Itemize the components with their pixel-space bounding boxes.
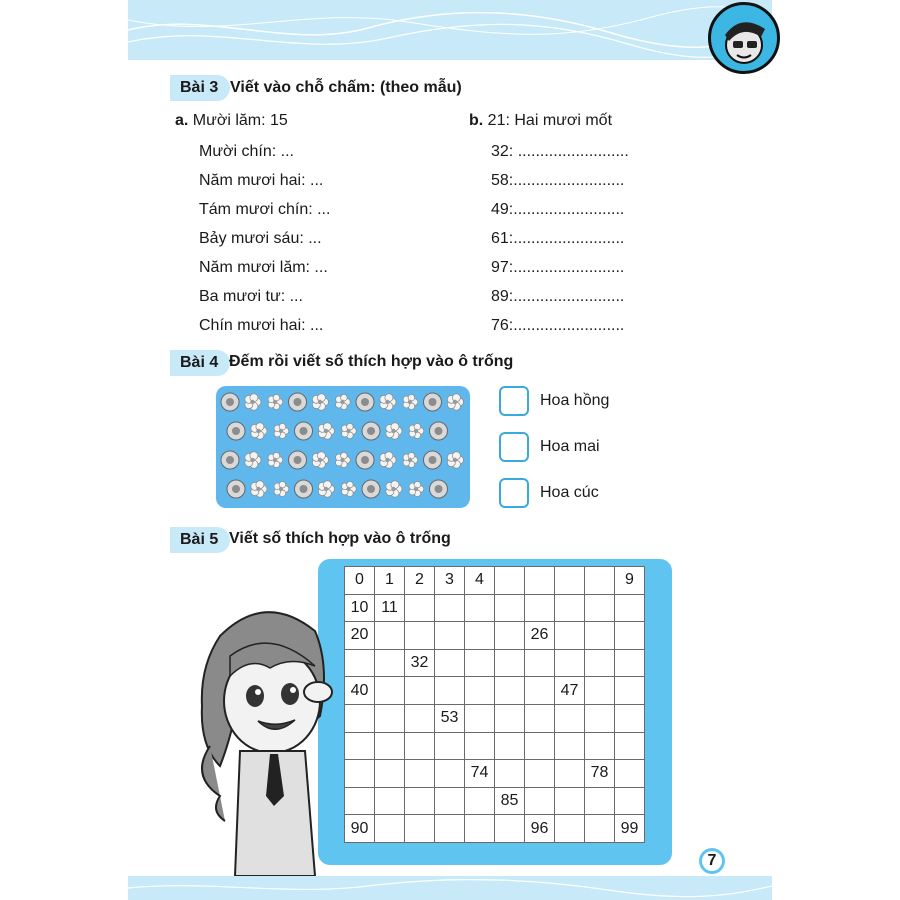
grid-cell: 0 [345,567,375,595]
bai3-a-item: Ba mươi tư: ... [199,288,303,305]
grid-cell[interactable] [555,815,585,843]
flower [447,394,463,411]
grid-cell[interactable] [375,787,405,815]
flower [227,422,245,440]
flower [424,451,442,469]
grid-cell[interactable] [405,704,435,732]
bai3-b-item[interactable]: 76:......................... [491,317,625,334]
bai3-b-item[interactable]: 49:......................... [491,201,625,218]
flower [245,394,261,411]
grid-cell[interactable] [585,649,615,677]
grid-cell[interactable] [435,815,465,843]
flower [356,451,374,469]
flower [312,394,328,411]
grid-cell[interactable] [525,594,555,622]
grid-cell: 53 [435,704,465,732]
grid-cell[interactable] [495,815,525,843]
bai3-b-item[interactable]: 61:......................... [491,230,625,247]
flower [386,423,402,440]
grid-cell[interactable] [375,704,405,732]
flower [221,393,239,411]
grid-cell[interactable] [375,732,405,760]
grid-cell[interactable] [435,787,465,815]
grid-cell: 74 [465,760,495,788]
grid-cell[interactable] [465,704,495,732]
grid-cell[interactable] [465,815,495,843]
grid-cell[interactable] [435,594,465,622]
flower [409,481,424,496]
grid-cell[interactable] [585,787,615,815]
bai3-b-item[interactable]: 97:......................... [491,259,625,276]
flower [318,423,334,440]
grid-cell[interactable] [555,732,585,760]
grid-cell[interactable] [615,622,645,650]
flower [274,423,289,438]
grid-row [345,649,645,677]
flower [268,394,283,409]
grid-cell[interactable] [555,760,585,788]
flower [312,452,328,469]
grid-cell[interactable] [435,732,465,760]
bai3-b-item[interactable]: 89:......................... [491,288,625,305]
page-number: 7 [707,852,717,869]
grid-cell[interactable] [555,649,585,677]
grid-row [345,732,645,760]
grid-cell: 96 [525,815,555,843]
grid-cell[interactable] [375,815,405,843]
grid-cell[interactable] [525,787,555,815]
flower [268,452,283,467]
grid-cell[interactable] [405,732,435,760]
flower [227,480,245,498]
header-band [128,0,772,60]
grid-cell[interactable] [465,787,495,815]
flower [424,393,442,411]
flower [380,452,396,469]
grid-row [345,760,645,788]
bai3-a-item: Tám mươi chín: ... [199,201,331,218]
flowers-picture [216,386,470,508]
bai3-b-example: 21: Hai mươi mốt [487,112,613,129]
grid-cell: 26 [525,622,555,650]
grid-cell[interactable] [615,760,645,788]
grid-cell: 3 [435,567,465,595]
grid-cell[interactable] [405,815,435,843]
grid-cell[interactable] [375,622,405,650]
flower [356,393,374,411]
count-label-hoa-hong: Hoa hồng [540,392,610,409]
wave-decoration [128,0,772,60]
count-label-hoa-cuc: Hoa cúc [540,484,599,501]
grid-row [345,815,645,843]
grid-cell[interactable] [615,649,645,677]
boy-face-icon [711,5,777,71]
grid-cell[interactable] [465,622,495,650]
grid-cell: 4 [465,567,495,595]
grid-cell[interactable] [405,622,435,650]
grid-cell: 47 [555,677,585,705]
flower [403,452,418,467]
grid-cell: 99 [615,815,645,843]
flower [430,480,448,498]
grid-cell[interactable] [615,704,645,732]
grid-cell[interactable] [435,677,465,705]
grid-cell[interactable] [495,594,525,622]
flower [289,451,307,469]
grid-cell[interactable] [495,760,525,788]
grid-cell[interactable] [435,622,465,650]
grid-row [345,787,645,815]
bai3-a-item: Năm mươi hai: ... [199,172,324,189]
grid-cell[interactable] [555,567,585,595]
grid-cell[interactable] [525,649,555,677]
flower [251,423,267,440]
grid-row [345,677,645,705]
grid-cell: 40 [345,677,375,705]
flower [318,481,334,498]
bai5-title: Viết số thích hợp vào ô trống [229,530,451,547]
flower [380,394,396,411]
flower [342,481,357,496]
flower [289,393,307,411]
flower [221,451,239,469]
grid-row [345,704,645,732]
bai3-a-marker: a. [175,112,189,129]
grid-cell[interactable] [495,567,525,595]
grid-cell: 2 [405,567,435,595]
wave-decoration [128,876,772,900]
bai3-a-item: Mười chín: ... [199,143,294,160]
hundred-grid [344,566,645,843]
bai3-b-example-row [469,111,612,131]
bai3-a-example: Mười lăm: 15 [192,112,288,129]
girl-illustration [180,596,350,876]
grid-cell[interactable] [435,649,465,677]
bai3-a-item: Chín mươi hai: ... [199,317,324,334]
bai3-b-marker: b. [469,112,484,129]
grid-cell: 90 [345,815,375,843]
grid-cell[interactable] [525,567,555,595]
grid-cell[interactable] [525,677,555,705]
grid-cell[interactable] [495,649,525,677]
grid-cell[interactable] [435,760,465,788]
grid-cell: 20 [345,622,375,650]
count-box-hoa-cuc[interactable] [499,478,529,508]
grid-cell[interactable] [555,594,585,622]
flower [251,481,267,498]
count-box-hoa-mai[interactable] [499,432,529,462]
grid-cell[interactable] [375,677,405,705]
grid-cell: 85 [495,787,525,815]
flower [245,452,261,469]
grid-cell[interactable] [615,594,645,622]
grid-cell[interactable] [495,732,525,760]
flower [409,423,424,438]
grid-cell: 78 [585,760,615,788]
grid-row [345,622,645,650]
grid-cell[interactable] [525,732,555,760]
grid-row [345,567,645,595]
grid-cell: 1 [375,567,405,595]
grid-cell[interactable] [495,677,525,705]
grid-cell[interactable] [585,567,615,595]
flowers-icon [216,386,470,508]
bai5-tag: Bài 5 [170,527,230,553]
grid-cell[interactable] [585,677,615,705]
bai3-b-item[interactable]: 32: ......................... [491,143,629,160]
flower [386,481,402,498]
flower [336,452,351,467]
grid-cell[interactable] [405,787,435,815]
bai4-title: Đếm rồi viết số thích hợp vào ô trống [229,353,514,370]
grid-cell[interactable] [615,677,645,705]
bai3-title: Viết vào chỗ chấm: (theo mẫu) [230,79,462,96]
grid-cell[interactable] [375,649,405,677]
grid-cell: 32 [405,649,435,677]
bai3-tag: Bài 3 [170,75,230,101]
flower [295,480,313,498]
grid-cell[interactable] [615,732,645,760]
bai3-a-item: Bảy mươi sáu: ... [199,230,322,247]
grid-cell[interactable] [585,815,615,843]
bai3-a-example-row [175,111,288,131]
grid-cell[interactable] [405,677,435,705]
grid-cell[interactable] [405,594,435,622]
flower [336,394,351,409]
grid-cell: 10 [345,594,375,622]
page-number-badge [697,846,727,876]
bai4-tag: Bài 4 [170,350,230,376]
flower [362,422,380,440]
grid-cell[interactable] [585,594,615,622]
grid-cell[interactable] [525,760,555,788]
flower [447,452,463,469]
grid-cell[interactable] [465,594,495,622]
flower [295,422,313,440]
grid-cell[interactable] [495,704,525,732]
grid-cell[interactable] [375,760,405,788]
grid-cell: 9 [615,567,645,595]
footer-band [128,876,772,900]
grid-cell[interactable] [465,732,495,760]
grid-cell: 11 [375,594,405,622]
grid-cell[interactable] [585,622,615,650]
grid-cell[interactable] [465,677,495,705]
flower [274,481,289,496]
grid-row [345,594,645,622]
grid-cell[interactable] [525,704,555,732]
flower [403,394,418,409]
grid-cell[interactable] [555,622,585,650]
count-label-hoa-mai: Hoa mai [540,438,600,455]
bai3-b-item[interactable]: 58:......................... [491,172,625,189]
grid-cell[interactable] [585,732,615,760]
flower [362,480,380,498]
mascot-avatar [708,2,780,74]
grid-cell[interactable] [585,704,615,732]
grid-cell[interactable] [555,704,585,732]
grid-cell[interactable] [465,649,495,677]
count-box-hoa-hong[interactable] [499,386,529,416]
grid-cell[interactable] [555,787,585,815]
grid-cell[interactable] [405,760,435,788]
grid-cell[interactable] [495,622,525,650]
flower [342,423,357,438]
flower [430,422,448,440]
grid-cell[interactable] [615,787,645,815]
bai3-a-item: Năm mươi lăm: ... [199,259,328,276]
